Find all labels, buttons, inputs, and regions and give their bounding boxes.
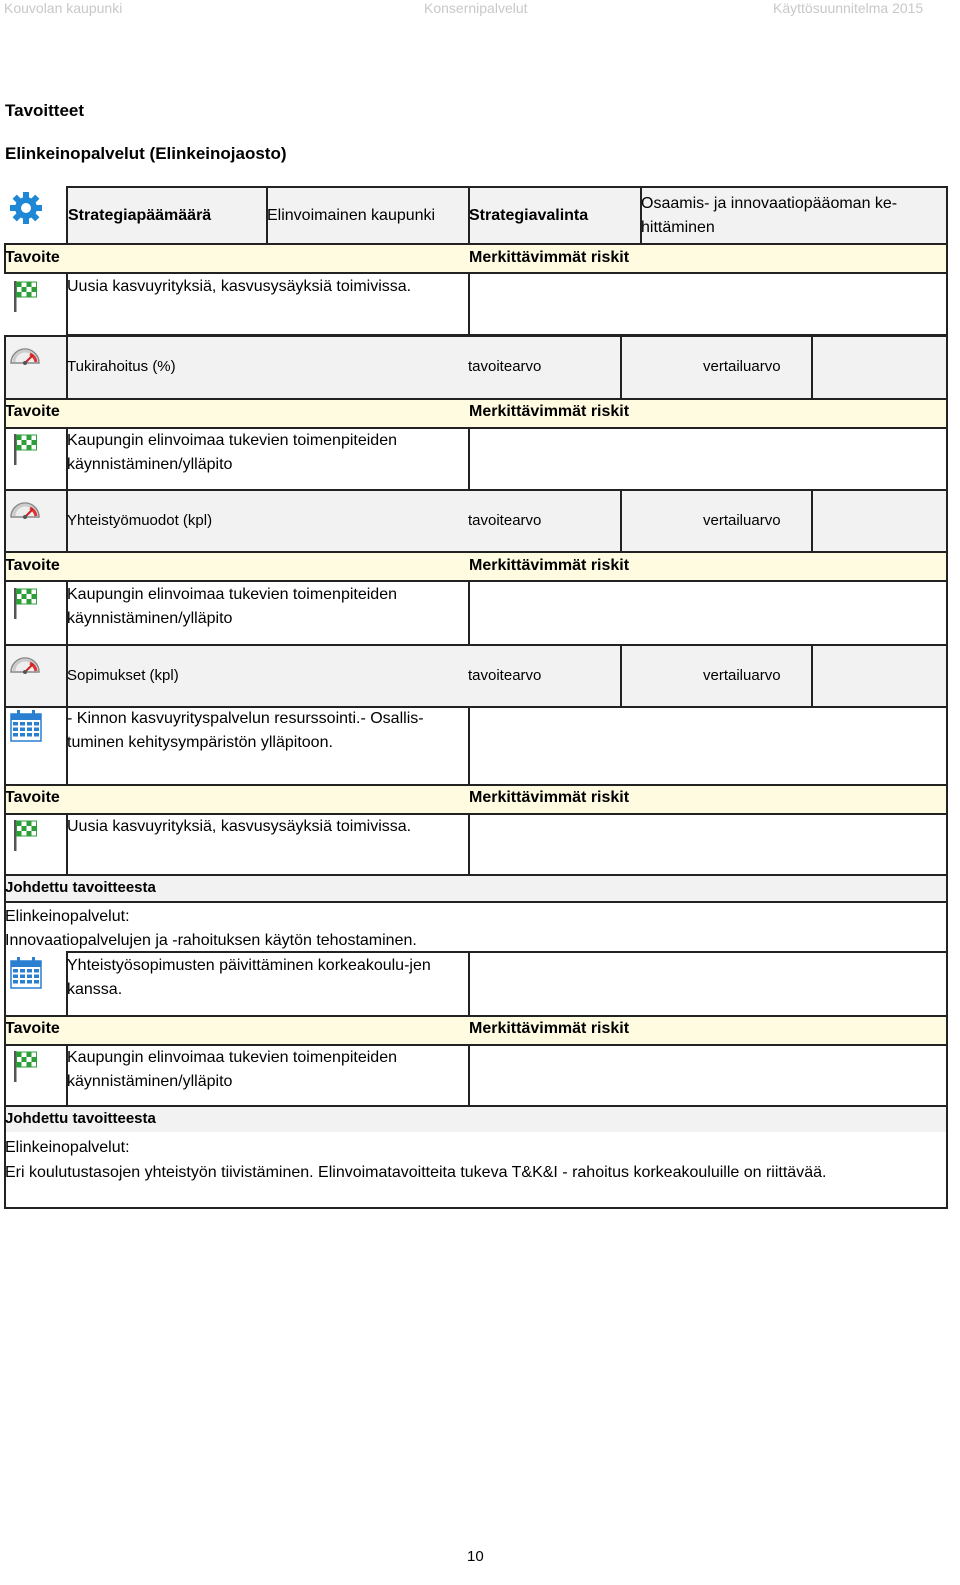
calendar-icon — [9, 956, 43, 990]
header-plan: Käyttösuunnitelma 2015 — [773, 0, 924, 16]
elinkeino-label: Elinkeinopalvelut: — [5, 1139, 130, 1156]
header-dept: Konsernipalvelut — [424, 0, 528, 16]
action-text: - Kinnon kasvuyrityspalvelun resurssointi.- Osallis-tuminen kehitysympäristön ylläpitoon. — [67, 710, 424, 751]
goal-text: Uusia kasvuyrityksiä, kasvusysäyksiä toimivissa. — [67, 278, 412, 295]
metric-name: Sopimukset (kpl) — [67, 667, 179, 684]
risks-label: Merkittävimmät riskit — [469, 789, 630, 806]
metric-name: Yhteistyömuodot (kpl) — [67, 512, 213, 529]
derived-text: Innovaatiopalvelujen ja -rahoituksen käytön tehostaminen. — [5, 932, 417, 949]
action-text: Yhteistyösopimusten päivittäminen korkeakoulu-jen kanssa. — [67, 957, 431, 998]
goal-text: Kaupungin elinvoimaa tukevien toimenpiteiden käynnistäminen/ylläpito — [67, 586, 397, 627]
compare-value-label: vertailuarvo — [703, 358, 781, 375]
risks-label: Merkittävimmät riskit — [469, 1020, 630, 1037]
page-subtitle: Elinkeinopalvelut (Elinkeinojaosto) — [5, 144, 287, 163]
metric-name: Tukirahoitus (%) — [67, 358, 176, 375]
goal-label: Tavoite — [5, 403, 60, 420]
risks-label: Merkittävimmät riskit — [469, 249, 630, 266]
strategy-goal-label: Strategiapäämäärä — [68, 207, 212, 224]
header-org: Kouvolan kaupunki — [4, 0, 123, 16]
strategy-goal-value: Elinvoimainen kaupunki — [267, 207, 436, 224]
checkered-flag-icon — [11, 279, 41, 313]
compare-value-label: vertailuarvo — [703, 512, 781, 529]
checkered-flag-icon — [11, 1049, 41, 1083]
risks-label: Merkittävimmät riskit — [469, 557, 630, 574]
goal-label: Tavoite — [5, 557, 60, 574]
gauge-icon — [9, 343, 41, 367]
target-value-label: tavoitearvo — [468, 512, 542, 529]
page-number: 10 — [467, 1548, 484, 1565]
goal-text: Uusia kasvuyrityksiä, kasvusysäyksiä toimivissa. — [67, 818, 412, 835]
target-value-label: tavoitearvo — [468, 358, 542, 375]
goal-label: Tavoite — [5, 249, 60, 266]
gear-icon — [9, 191, 43, 225]
page-title: Tavoitteet — [5, 101, 85, 120]
derived-label: Johdettu tavoitteesta — [5, 1110, 156, 1127]
strategy-choice-value: Osaamis- ja innovaatiopääoman ke-hittäminen — [641, 195, 898, 236]
goal-label: Tavoite — [5, 1020, 60, 1037]
gauge-icon — [9, 497, 41, 521]
goal-label: Tavoite — [5, 789, 60, 806]
target-value-label: tavoitearvo — [468, 667, 542, 684]
checkered-flag-icon — [11, 586, 41, 620]
derived-label: Johdettu tavoitteesta — [5, 879, 156, 896]
goal-text: Kaupungin elinvoimaa tukevien toimenpiteiden käynnistäminen/ylläpito — [67, 432, 397, 473]
goal-text: Kaupungin elinvoimaa tukevien toimenpiteiden käynnistäminen/ylläpito — [67, 1049, 397, 1090]
compare-value-label: vertailuarvo — [703, 667, 781, 684]
calendar-icon — [9, 709, 43, 743]
checkered-flag-icon — [11, 818, 41, 852]
gauge-icon — [9, 652, 41, 676]
strategy-choice-label: Strategiavalinta — [469, 207, 589, 224]
risks-label: Merkittävimmät riskit — [469, 403, 630, 420]
derived-text: Eri koulutustasojen yhteistyön tiivistäminen. Elinvoimatavoitteita tukeva T&K&I - rahoitus korkeakouluille on riittävää. — [5, 1164, 827, 1181]
elinkeino-label: Elinkeinopalvelut: — [5, 908, 130, 925]
checkered-flag-icon — [11, 432, 41, 466]
